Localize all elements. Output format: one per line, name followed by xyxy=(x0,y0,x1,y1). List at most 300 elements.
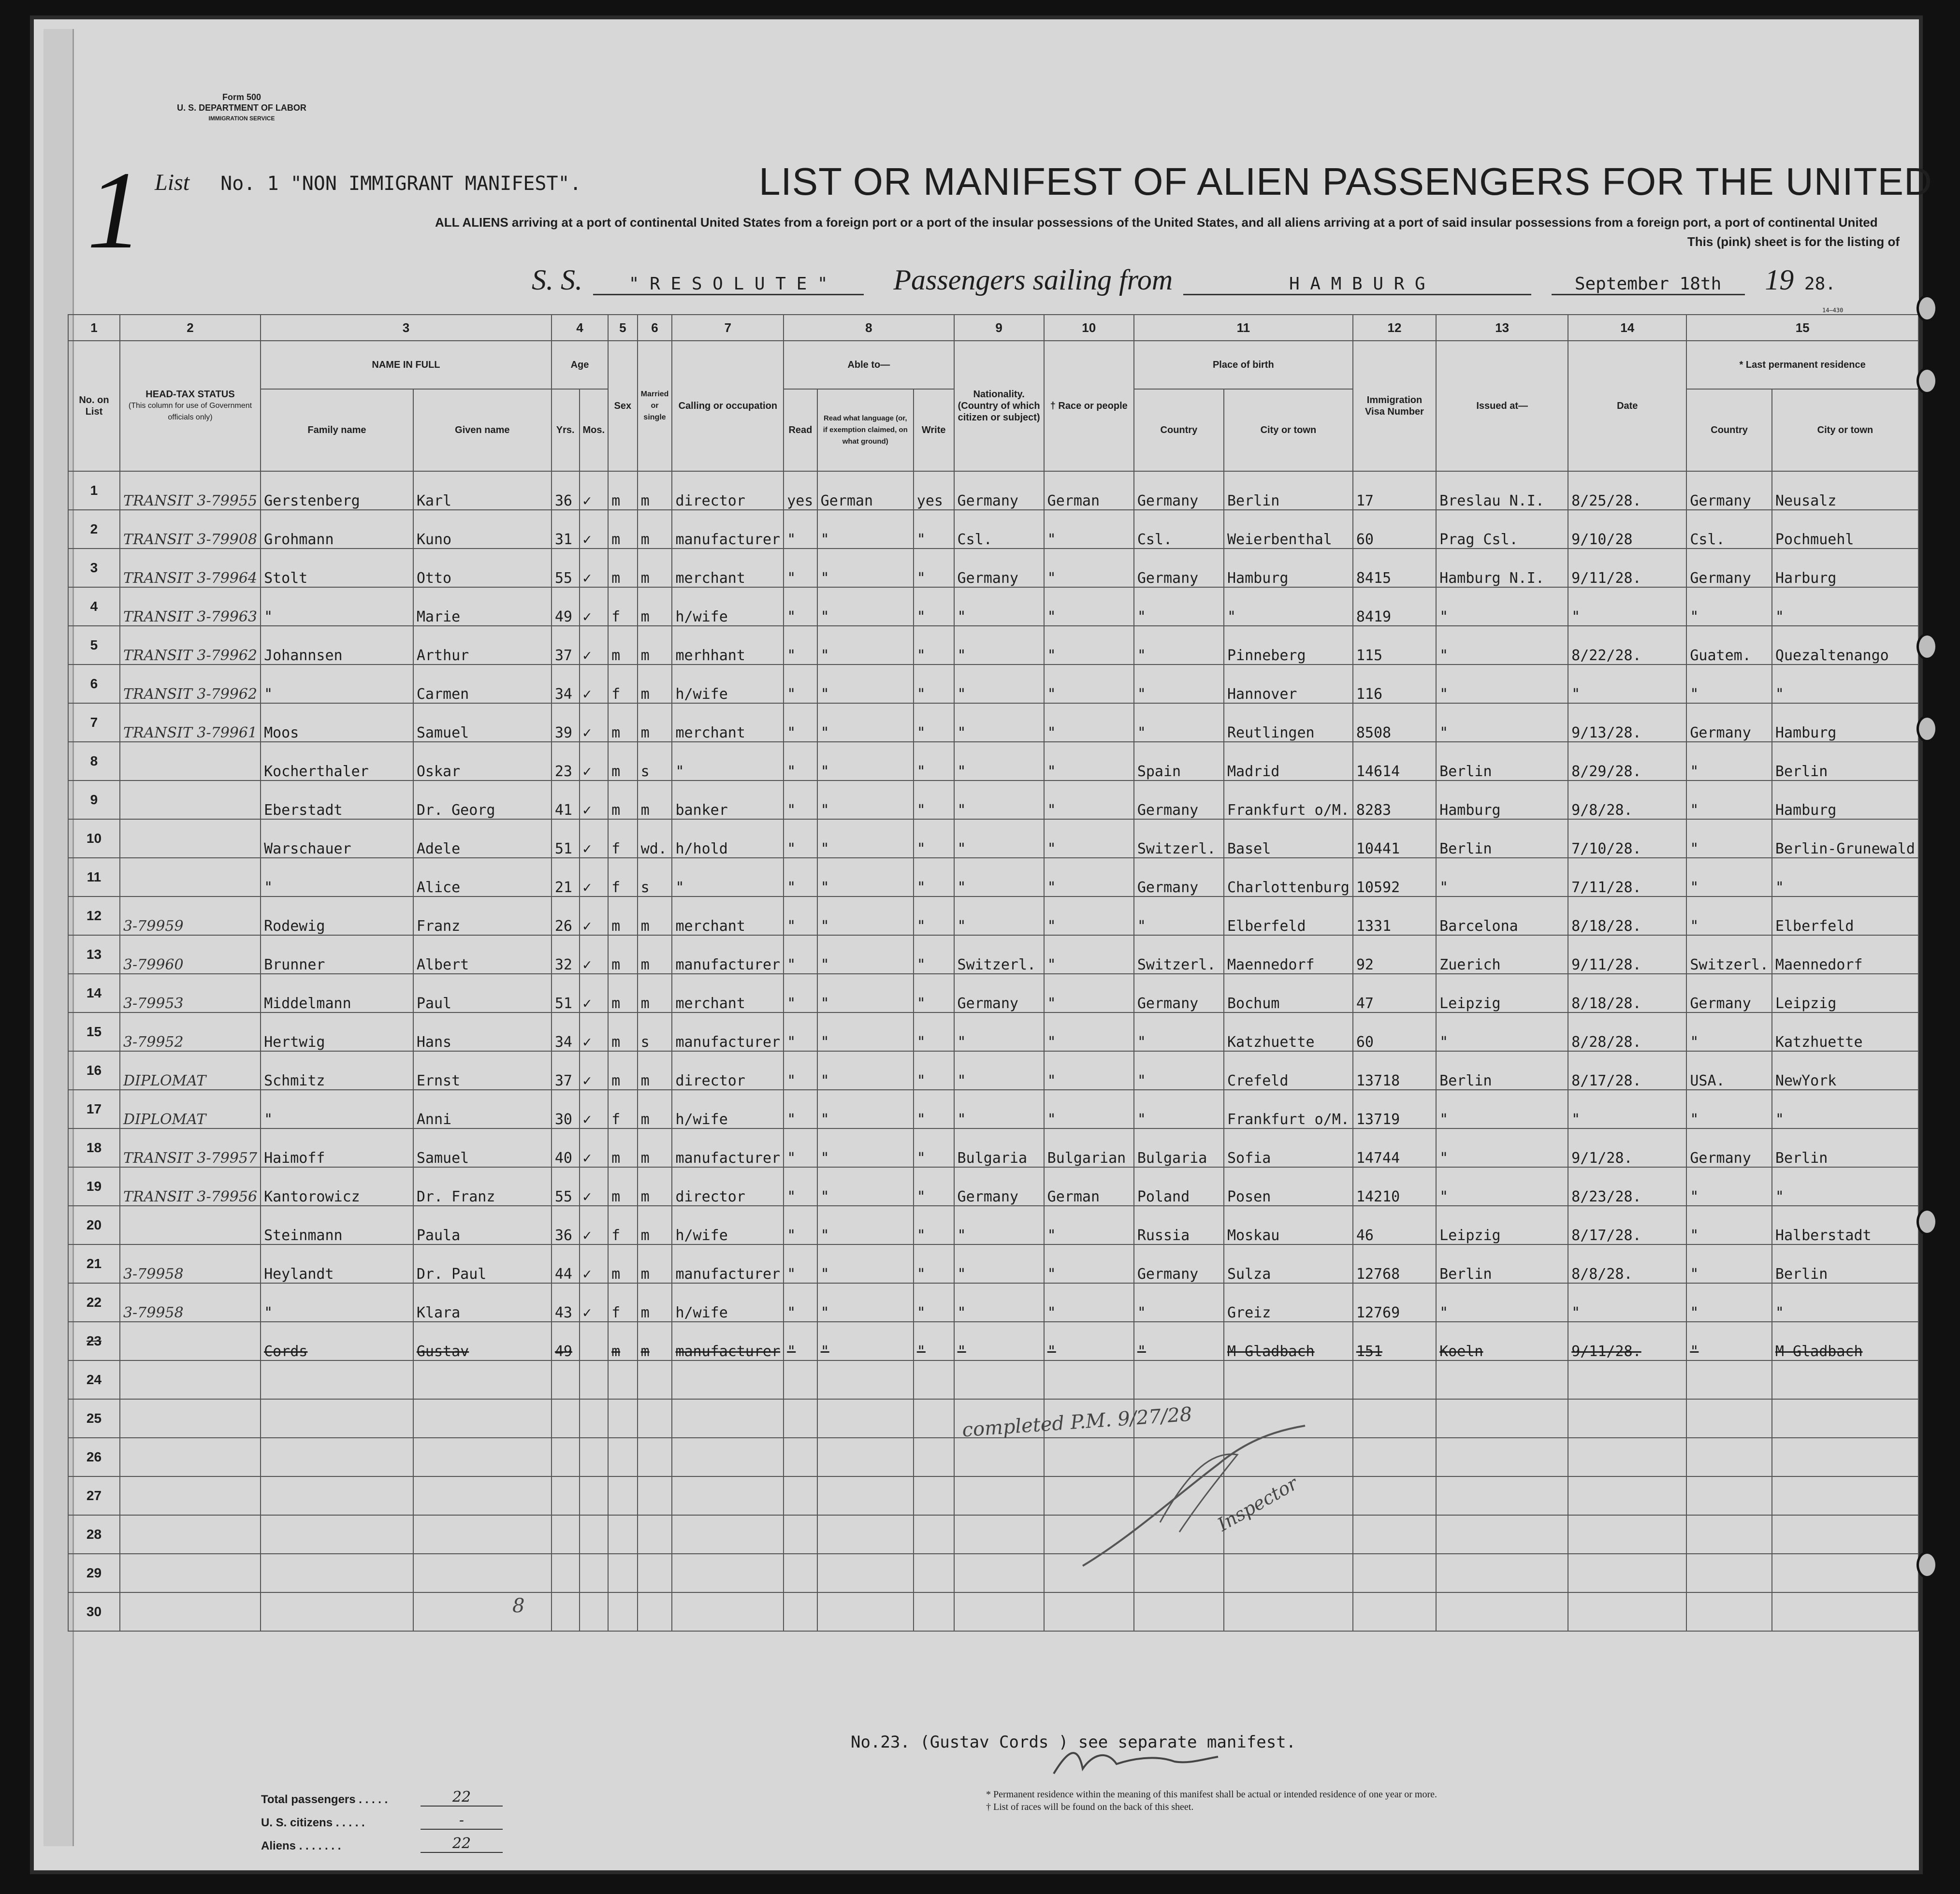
read-language-cell: " xyxy=(817,742,914,781)
empty-cell xyxy=(638,1515,672,1554)
empty-cell xyxy=(954,1554,1044,1592)
can-write-cell: " xyxy=(914,626,954,665)
empty-cell xyxy=(261,1476,413,1515)
sex-cell: f xyxy=(608,1283,638,1322)
residence-city-cell: Quezaltenango xyxy=(1772,626,1918,665)
empty-cell xyxy=(1772,1476,1918,1515)
residence-country-cell: " xyxy=(1686,1012,1772,1051)
visa-number-cell: 92 xyxy=(1353,935,1436,974)
read-language-cell: " xyxy=(817,935,914,974)
occupation-cell: h/wife xyxy=(672,1206,784,1244)
can-read-cell: " xyxy=(784,1051,817,1090)
age-months-cell: ✓ xyxy=(580,819,609,858)
given-name-cell: Dr. Georg xyxy=(413,781,552,819)
issued-at-cell: Barcelona xyxy=(1436,896,1568,935)
residence-country-cell: " xyxy=(1686,1206,1772,1244)
table-row xyxy=(68,1322,1918,1360)
row-number-cell: 23 xyxy=(68,1322,120,1360)
table-row xyxy=(68,510,1918,549)
head-tax-status-cell: TRANSIT 3-79908 xyxy=(120,510,261,549)
empty-cell xyxy=(914,1399,954,1438)
table-row xyxy=(68,1244,1918,1283)
empty-cell xyxy=(1134,1360,1224,1399)
empty-cell xyxy=(413,1360,552,1399)
age-months-cell: ✓ xyxy=(580,1090,609,1128)
family-name-cell: " xyxy=(261,858,413,896)
header-residence-country: Country xyxy=(1686,389,1772,471)
can-write-cell: " xyxy=(914,1128,954,1167)
separate-manifest-note: No.23. (Gustav Cords ) see separate manifest. xyxy=(851,1733,1296,1752)
column-number: 6 xyxy=(638,315,672,341)
nationality-cell: " xyxy=(954,742,1044,781)
year-suffix: 28. xyxy=(1804,274,1836,294)
can-read-cell: " xyxy=(784,1090,817,1128)
marital-status-cell: m xyxy=(638,1283,672,1322)
given-name-cell: Kuno xyxy=(413,510,552,549)
visa-date-cell: 9/11/28. xyxy=(1568,549,1686,587)
visa-date-cell: 9/11/28. xyxy=(1568,935,1686,974)
empty-cell xyxy=(552,1554,580,1592)
birth-country-cell: " xyxy=(1134,1322,1224,1360)
visa-date-cell: 8/8/28. xyxy=(1568,1244,1686,1283)
age-years-cell: 34 xyxy=(552,665,580,703)
residence-city-cell: Berlin xyxy=(1772,1244,1918,1283)
visa-number-cell: 115 xyxy=(1353,626,1436,665)
empty-cell xyxy=(817,1592,914,1631)
race-cell: " xyxy=(1044,1283,1134,1322)
visa-date-cell: 8/23/28. xyxy=(1568,1167,1686,1206)
empty-cell xyxy=(1568,1515,1686,1554)
empty-cell xyxy=(580,1554,609,1592)
sex-cell: m xyxy=(608,1051,638,1090)
table-row xyxy=(68,587,1918,626)
visa-date-cell: 9/10/28 xyxy=(1568,510,1686,549)
table-row xyxy=(68,974,1918,1012)
header-race: † Race or people xyxy=(1044,341,1134,471)
empty-cell xyxy=(784,1399,817,1438)
sex-cell: m xyxy=(608,471,638,510)
read-language-cell: " xyxy=(817,626,914,665)
issued-at-cell: Zuerich xyxy=(1436,935,1568,974)
column-number: 9 xyxy=(954,315,1044,341)
age-years-cell: 23 xyxy=(552,742,580,781)
legal-note-races: † List of races will be found on the back of this sheet. xyxy=(986,1802,1194,1812)
nationality-cell: " xyxy=(954,896,1044,935)
race-cell: " xyxy=(1044,665,1134,703)
empty-cell xyxy=(1353,1399,1436,1438)
race-cell: " xyxy=(1044,819,1134,858)
age-years-cell: 36 xyxy=(552,471,580,510)
empty-cell xyxy=(1568,1554,1686,1592)
race-cell: " xyxy=(1044,742,1134,781)
issued-at-cell: Hamburg xyxy=(1436,781,1568,819)
residence-city-cell: " xyxy=(1772,587,1918,626)
empty-cell xyxy=(914,1438,954,1476)
nationality-cell: " xyxy=(954,858,1044,896)
age-years-cell: 41 xyxy=(552,781,580,819)
race-cell: " xyxy=(1044,1206,1134,1244)
subtitle-pink-sheet: This (pink) sheet is for the listing of xyxy=(1687,234,1900,249)
birth-country-cell: " xyxy=(1134,1283,1224,1322)
visa-date-cell: 8/29/28. xyxy=(1568,742,1686,781)
age-months-cell: ✓ xyxy=(580,665,609,703)
empty-cell xyxy=(914,1554,954,1592)
can-write-cell: " xyxy=(914,1283,954,1322)
visa-number-cell: 60 xyxy=(1353,510,1436,549)
issued-at-cell: Hamburg N.I. xyxy=(1436,549,1568,587)
column-number: 4 xyxy=(552,315,608,341)
can-write-cell: " xyxy=(914,1322,954,1360)
empty-cell xyxy=(580,1515,609,1554)
age-years-cell: 44 xyxy=(552,1244,580,1283)
can-read-cell: " xyxy=(784,858,817,896)
birth-country-cell: Germany xyxy=(1134,471,1224,510)
empty-cell xyxy=(552,1438,580,1476)
read-language-cell: " xyxy=(817,665,914,703)
empty-cell xyxy=(914,1476,954,1515)
issued-at-cell: Leipzig xyxy=(1436,1206,1568,1244)
occupation-cell: h/wife xyxy=(672,665,784,703)
occupation-cell: h/wife xyxy=(672,1283,784,1322)
header-head-tax-title: HEAD-TAX STATUS xyxy=(145,389,235,400)
visa-number-cell: 17 xyxy=(1353,471,1436,510)
age-years-cell: 21 xyxy=(552,858,580,896)
header-issued-at: Issued at— xyxy=(1436,341,1568,471)
can-read-cell: " xyxy=(784,1206,817,1244)
head-tax-status-cell: TRANSIT 3-79962 xyxy=(120,665,261,703)
can-write-cell: " xyxy=(914,781,954,819)
header-nationality: Nationality. (Country of which citizen or subject) xyxy=(954,341,1044,471)
marital-status-cell: m xyxy=(638,1128,672,1167)
visa-date-cell: 9/13/28. xyxy=(1568,703,1686,742)
nationality-cell: " xyxy=(954,587,1044,626)
visa-date-cell: 8/28/28. xyxy=(1568,1012,1686,1051)
ship-prefix: S. S. xyxy=(532,264,582,296)
visa-number-cell: 47 xyxy=(1353,974,1436,1012)
empty-cell xyxy=(1436,1360,1568,1399)
residence-city-cell: Leipzig xyxy=(1772,974,1918,1012)
row-number-cell: 12 xyxy=(68,896,120,935)
issued-at-cell: " xyxy=(1436,1012,1568,1051)
empty-cell xyxy=(817,1399,914,1438)
empty-cell xyxy=(1772,1515,1918,1554)
can-read-cell: " xyxy=(784,935,817,974)
issued-at-cell: Berlin xyxy=(1436,1051,1568,1090)
family-name-cell: Hertwig xyxy=(261,1012,413,1051)
occupation-cell: manufacturer xyxy=(672,1244,784,1283)
table-row xyxy=(68,1206,1918,1244)
empty-rows xyxy=(68,1360,1918,1631)
can-write-cell: " xyxy=(914,1012,954,1051)
header-row-upper xyxy=(68,341,1918,389)
sex-cell: m xyxy=(608,974,638,1012)
birth-country-cell: Germany xyxy=(1134,1244,1224,1283)
row-number-cell: 7 xyxy=(68,703,120,742)
column-number: 14 xyxy=(1568,315,1686,341)
given-name-cell: Albert xyxy=(413,935,552,974)
visa-number-cell: 8508 xyxy=(1353,703,1436,742)
sex-cell: m xyxy=(608,896,638,935)
race-cell: " xyxy=(1044,1051,1134,1090)
empty-cell xyxy=(954,1360,1044,1399)
can-read-cell: " xyxy=(784,665,817,703)
empty-cell xyxy=(914,1515,954,1554)
residence-country-cell: Germany xyxy=(1686,1128,1772,1167)
table-row xyxy=(68,819,1918,858)
nationality-cell: " xyxy=(954,819,1044,858)
head-tax-status-cell: TRANSIT 3-79963 xyxy=(120,587,261,626)
birth-country-cell: Spain xyxy=(1134,742,1224,781)
visa-date-cell: 8/25/28. xyxy=(1568,471,1686,510)
sex-cell: f xyxy=(608,1206,638,1244)
empty-cell xyxy=(552,1515,580,1554)
visa-date-cell: 9/1/28. xyxy=(1568,1128,1686,1167)
service-name: IMMIGRATION SERVICE xyxy=(208,115,275,122)
aliens-row xyxy=(261,1830,503,1853)
nationality-cell: " xyxy=(954,1012,1044,1051)
empty-cell xyxy=(120,1399,261,1438)
issued-at-cell: " xyxy=(1436,1090,1568,1128)
occupation-cell: director xyxy=(672,471,784,510)
race-cell: German xyxy=(1044,1167,1134,1206)
sailing-port: H A M B U R G xyxy=(1183,274,1531,295)
empty-cell xyxy=(1353,1360,1436,1399)
residence-country-cell: " xyxy=(1686,819,1772,858)
visa-date-cell: " xyxy=(1568,665,1686,703)
empty-cell xyxy=(261,1438,413,1476)
head-tax-status-cell xyxy=(120,858,261,896)
issued-at-cell: " xyxy=(1436,587,1568,626)
age-years-cell: 36 xyxy=(552,1206,580,1244)
birth-city-cell: Reutlingen xyxy=(1224,703,1353,742)
aliens-label: Aliens . . . . . . . xyxy=(261,1839,341,1852)
head-tax-status-cell: 3-79958 xyxy=(120,1283,261,1322)
age-years-cell: 51 xyxy=(552,974,580,1012)
empty-cell xyxy=(1224,1592,1353,1631)
column-number: 2 xyxy=(120,315,261,341)
can-write-cell: " xyxy=(914,896,954,935)
empty-cell xyxy=(413,1592,552,1631)
empty-cell xyxy=(1568,1592,1686,1631)
row-number-cell: 14 xyxy=(68,974,120,1012)
residence-city-cell: " xyxy=(1772,1167,1918,1206)
issued-at-cell: Breslau N.I. xyxy=(1436,471,1568,510)
table-row xyxy=(68,1283,1918,1322)
can-write-cell: " xyxy=(914,510,954,549)
family-name-cell: Schmitz xyxy=(261,1051,413,1090)
header-date: Date xyxy=(1568,341,1686,471)
can-write-cell: " xyxy=(914,1090,954,1128)
occupation-cell: banker xyxy=(672,781,784,819)
sex-cell: m xyxy=(608,1244,638,1283)
residence-country-cell: Csl. xyxy=(1686,510,1772,549)
read-language-cell: " xyxy=(817,510,914,549)
visa-number-cell: 8419 xyxy=(1353,587,1436,626)
family-name-cell: Warschauer xyxy=(261,819,413,858)
residence-country-cell: " xyxy=(1686,1283,1772,1322)
sailing-date: September 18th xyxy=(1552,274,1745,295)
race-cell: " xyxy=(1044,587,1134,626)
form-number: Form 500 xyxy=(222,92,261,102)
read-language-cell: " xyxy=(817,1206,914,1244)
family-name-cell: " xyxy=(261,1090,413,1128)
race-cell: " xyxy=(1044,781,1134,819)
column-number: 5 xyxy=(608,315,638,341)
family-name-cell: Steinmann xyxy=(261,1206,413,1244)
birth-city-cell: Crefeld xyxy=(1224,1051,1353,1090)
age-months-cell: ✓ xyxy=(580,1128,609,1167)
issued-at-cell: Berlin xyxy=(1436,1244,1568,1283)
empty-cell xyxy=(1436,1592,1568,1631)
binder-hole xyxy=(1916,1208,1938,1235)
age-months-cell: ✓ xyxy=(580,1051,609,1090)
header-birth-city: City or town xyxy=(1224,389,1353,471)
head-tax-status-cell: TRANSIT 3-79964 xyxy=(120,549,261,587)
handwritten-list-number: 1 xyxy=(87,148,143,272)
empty-table-row xyxy=(68,1360,1918,1399)
family-name-cell: Gerstenberg xyxy=(261,471,413,510)
head-tax-status-cell: 3-79958 xyxy=(120,1244,261,1283)
nationality-cell: Germany xyxy=(954,549,1044,587)
residence-city-cell: Neusalz xyxy=(1772,471,1918,510)
sex-cell: m xyxy=(608,510,638,549)
empty-cell xyxy=(672,1476,784,1515)
residence-country-cell: Guatem. xyxy=(1686,626,1772,665)
row-number-cell: 17 xyxy=(68,1090,120,1128)
issued-at-cell: Berlin xyxy=(1436,819,1568,858)
residence-city-cell: Elberfeld xyxy=(1772,896,1918,935)
age-months-cell: ✓ xyxy=(580,1283,609,1322)
header-mos: Mos. xyxy=(580,389,609,471)
table-row xyxy=(68,896,1918,935)
issued-at-cell: " xyxy=(1436,1283,1568,1322)
visa-number-cell: 14744 xyxy=(1353,1128,1436,1167)
occupation-cell: manufacturer xyxy=(672,510,784,549)
birth-city-cell: Posen xyxy=(1224,1167,1353,1206)
form-code-top: 14—430 xyxy=(1822,307,1844,314)
race-cell: " xyxy=(1044,1012,1134,1051)
marital-status-cell: m xyxy=(638,1167,672,1206)
birth-country-cell: Russia xyxy=(1134,1206,1224,1244)
race-cell: German xyxy=(1044,471,1134,510)
form-identifier xyxy=(121,92,363,124)
empty-cell xyxy=(1353,1554,1436,1592)
row-number-cell: 22 xyxy=(68,1283,120,1322)
empty-cell xyxy=(1772,1592,1918,1631)
read-language-cell: " xyxy=(817,549,914,587)
marital-status-cell: s xyxy=(638,858,672,896)
can-read-cell: " xyxy=(784,1322,817,1360)
age-years-cell: 34 xyxy=(552,1012,580,1051)
legal-notes xyxy=(986,1788,1437,1813)
visa-number-cell: 12769 xyxy=(1353,1283,1436,1322)
birth-city-cell: M-Gladbach xyxy=(1224,1322,1353,1360)
empty-cell xyxy=(120,1554,261,1592)
empty-cell xyxy=(608,1399,638,1438)
empty-cell xyxy=(784,1476,817,1515)
empty-cell xyxy=(261,1592,413,1631)
visa-number-cell: 10592 xyxy=(1353,858,1436,896)
column-number: 1 xyxy=(68,315,120,341)
table-row xyxy=(68,781,1918,819)
visa-number-cell: 14210 xyxy=(1353,1167,1436,1206)
ship-name: " R E S O L U T E " xyxy=(593,274,864,295)
empty-cell xyxy=(1436,1438,1568,1476)
birth-country-cell: " xyxy=(1134,1012,1224,1051)
given-name-cell: Gustav xyxy=(413,1322,552,1360)
residence-country-cell: " xyxy=(1686,858,1772,896)
birth-city-cell: Sofia xyxy=(1224,1128,1353,1167)
family-name-cell: Middelmann xyxy=(261,974,413,1012)
visa-date-cell: 7/11/28. xyxy=(1568,858,1686,896)
empty-cell xyxy=(1436,1515,1568,1554)
empty-cell xyxy=(1772,1399,1918,1438)
head-tax-status-cell xyxy=(120,781,261,819)
occupation-cell: h/wife xyxy=(672,1090,784,1128)
residence-country-cell: Switzerl. xyxy=(1686,935,1772,974)
residence-country-cell: Germany xyxy=(1686,974,1772,1012)
empty-cell xyxy=(580,1476,609,1515)
nationality-cell: Bulgaria xyxy=(954,1128,1044,1167)
residence-city-cell: Berlin xyxy=(1772,742,1918,781)
visa-number-cell: 8283 xyxy=(1353,781,1436,819)
empty-cell xyxy=(1134,1592,1224,1631)
given-name-cell: Paul xyxy=(413,974,552,1012)
header-place-of-birth: Place of birth xyxy=(1134,341,1353,389)
can-read-cell: " xyxy=(784,1167,817,1206)
residence-city-cell: Pochmuehl xyxy=(1772,510,1918,549)
birth-country-cell: " xyxy=(1134,703,1224,742)
birth-country-cell: Switzerl. xyxy=(1134,819,1224,858)
empty-cell xyxy=(413,1399,552,1438)
marital-status-cell: m xyxy=(638,1090,672,1128)
residence-city-cell: Halberstadt xyxy=(1772,1206,1918,1244)
age-months-cell: ✓ xyxy=(580,510,609,549)
can-write-cell: " xyxy=(914,1051,954,1090)
residence-city-cell: M-Gladbach xyxy=(1772,1322,1918,1360)
row-number-cell: 27 xyxy=(68,1476,120,1515)
visa-date-cell: 8/22/28. xyxy=(1568,626,1686,665)
manifest-sheet xyxy=(34,19,1932,1870)
residence-city-cell: Katzhuette xyxy=(1772,1012,1918,1051)
read-language-cell: " xyxy=(817,781,914,819)
header-age: Age xyxy=(552,341,608,389)
empty-cell xyxy=(580,1399,609,1438)
issued-at-cell: " xyxy=(1436,858,1568,896)
birth-city-cell: Hamburg xyxy=(1224,549,1353,587)
can-write-cell: " xyxy=(914,742,954,781)
empty-cell xyxy=(608,1592,638,1631)
read-language-cell: " xyxy=(817,974,914,1012)
birth-country-cell: " xyxy=(1134,665,1224,703)
empty-cell xyxy=(120,1360,261,1399)
issued-at-cell: Prag Csl. xyxy=(1436,510,1568,549)
can-write-cell: " xyxy=(914,1206,954,1244)
marital-status-cell: m xyxy=(638,703,672,742)
us-citizens-value: - xyxy=(421,1812,503,1830)
family-name-cell: Grohmann xyxy=(261,510,413,549)
empty-cell xyxy=(672,1515,784,1554)
family-name-cell: Johannsen xyxy=(261,626,413,665)
row-number-cell: 28 xyxy=(68,1515,120,1554)
marital-status-cell: m xyxy=(638,1051,672,1090)
given-name-cell: Dr. Paul xyxy=(413,1244,552,1283)
header-name-in-full: NAME IN FULL xyxy=(261,341,552,389)
birth-country-cell: Germany xyxy=(1134,549,1224,587)
empty-cell xyxy=(954,1476,1044,1515)
sex-cell: m xyxy=(608,742,638,781)
empty-cell xyxy=(580,1438,609,1476)
